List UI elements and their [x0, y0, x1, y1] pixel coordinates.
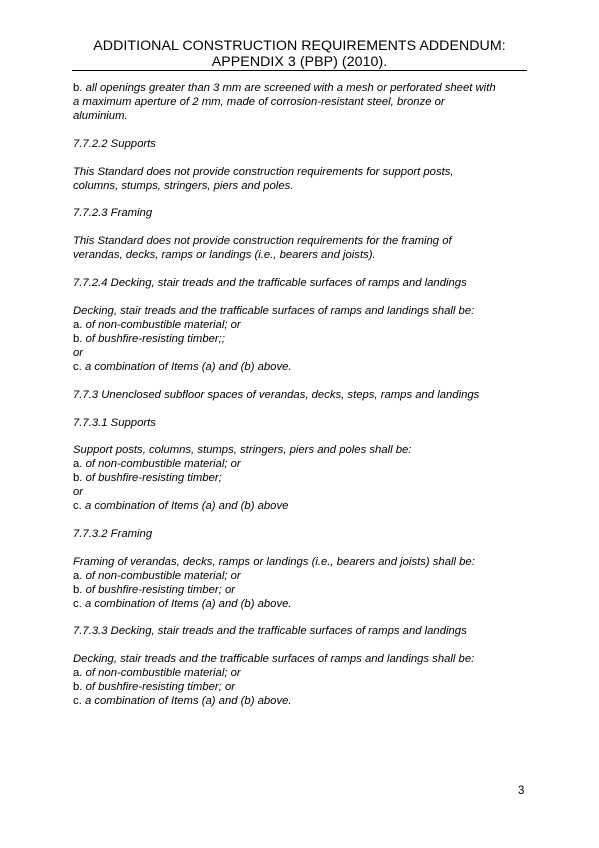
item-marker: a. [73, 318, 83, 331]
paragraph-line: This Standard does not provide construction requirements for the framing of [73, 235, 452, 248]
item-marker: a. [73, 667, 83, 680]
document-body [73, 82, 533, 709]
item-marker: b. [73, 681, 83, 694]
item-text: of non-combustible material; or [85, 569, 241, 582]
paragraph-line: verandas, decks, ramps or landings (i.e., bearers and joists). [73, 249, 376, 262]
list-intro: Decking, stair treads and the trafficable surfaces of ramps and landings shall be: [73, 653, 475, 666]
item-marker: a. [73, 458, 83, 471]
paragraph-line [73, 82, 533, 96]
list-item [73, 695, 533, 709]
item-marker: a. [73, 569, 83, 582]
list-intro: Support posts, columns, stumps, stringers, piers and poles shall be: [73, 444, 412, 457]
item-marker: b. [73, 82, 83, 94]
header-title-line-1: ADDITIONAL CONSTRUCTION REQUIREMENTS ADDENDUM: [93, 38, 506, 54]
paragraph-item-b [73, 82, 533, 124]
list-item [73, 681, 533, 695]
paragraph-line: a maximum aperture of 2 mm, made of corrosion-resistant steel, bronze or [73, 95, 445, 108]
section-heading-7-7-3: 7.7.3 Unenclosed subfloor spaces of verandas, decks, steps, ramps and landings [73, 388, 480, 401]
paragraph-line: aluminium. [73, 109, 128, 122]
item-text: of non-combustible material; or [85, 318, 241, 331]
item-marker: c. [73, 360, 82, 373]
section-heading-7-7-3-1: 7.7.3.1 Supports [73, 416, 156, 429]
page-number: 3 [518, 785, 525, 797]
list-item [73, 570, 533, 584]
section-heading-7-7-2-3: 7.7.2.3 Framing [73, 207, 153, 220]
item-text: a combination of Items (a) and (b) above. [84, 695, 292, 708]
section-heading-7-7-3-2: 7.7.3.2 Framing [73, 527, 153, 540]
item-text: of bushfire-resisting timber; or [85, 681, 235, 694]
section-heading-7-7-2-2: 7.7.2.2 Supports [73, 137, 156, 150]
item-marker: c. [73, 500, 82, 513]
page-header [0, 38, 599, 70]
paragraph-text: all openings greater than 3 mm are screened with a mesh or perforated sheet with [85, 82, 496, 94]
list-item [73, 500, 533, 514]
item-text: of non-combustible material; or [85, 458, 241, 471]
section-heading-7-7-3-3: 7.7.3.3 Decking, stair treads and the trafficable surfaces of ramps and landings [73, 625, 467, 638]
item-text: a combination of Items (a) and (b) above. [84, 597, 292, 610]
section-heading-7-7-2-4: 7.7.2.4 Decking, stair treads and the trafficable surfaces of ramps and landings [73, 277, 467, 290]
list-item [73, 319, 533, 333]
list-7-7-3-3 [73, 653, 533, 709]
list-intro: Decking, stair treads and the trafficable surfaces of ramps and landings shall be: [73, 305, 475, 318]
item-text: of non-combustible material; or [85, 667, 241, 680]
list-7-7-3-1 [73, 444, 533, 514]
list-connector: or [73, 486, 84, 499]
item-marker: b. [73, 583, 83, 596]
list-intro: Framing of verandas, decks, ramps or landings (i.e., bearers and joists) shall be: [73, 555, 475, 568]
list-item [73, 598, 533, 612]
list-7-7-3-2 [73, 556, 533, 612]
list-item [73, 361, 533, 375]
item-text: a combination of Items (a) and (b) above [84, 500, 289, 513]
header-title-line-2: APPENDIX 3 (PBP) (2010). [211, 54, 388, 70]
list-item [73, 458, 533, 472]
list-connector: or [73, 346, 84, 359]
item-text: of bushfire-resisting timber;; [85, 332, 225, 345]
item-text: of bushfire-resisting timber; or [85, 583, 235, 596]
list-item [73, 333, 533, 347]
paragraph-7-7-2-2 [73, 166, 533, 194]
item-marker: c. [73, 695, 82, 708]
header-divider [72, 70, 527, 71]
item-marker: b. [73, 472, 83, 485]
item-marker: b. [73, 332, 83, 345]
item-text: a combination of Items (a) and (b) above. [84, 360, 292, 373]
list-7-7-2-4 [73, 305, 533, 375]
paragraph-7-7-2-3 [73, 235, 533, 263]
item-marker: c. [73, 597, 82, 610]
list-item [73, 472, 533, 486]
item-text: of bushfire-resisting timber; [85, 472, 222, 485]
list-item [73, 584, 533, 598]
paragraph-line: columns, stumps, stringers, piers and poles. [73, 179, 294, 192]
paragraph-line: This Standard does not provide construction requirements for support posts, [73, 165, 454, 178]
list-item [73, 667, 533, 681]
